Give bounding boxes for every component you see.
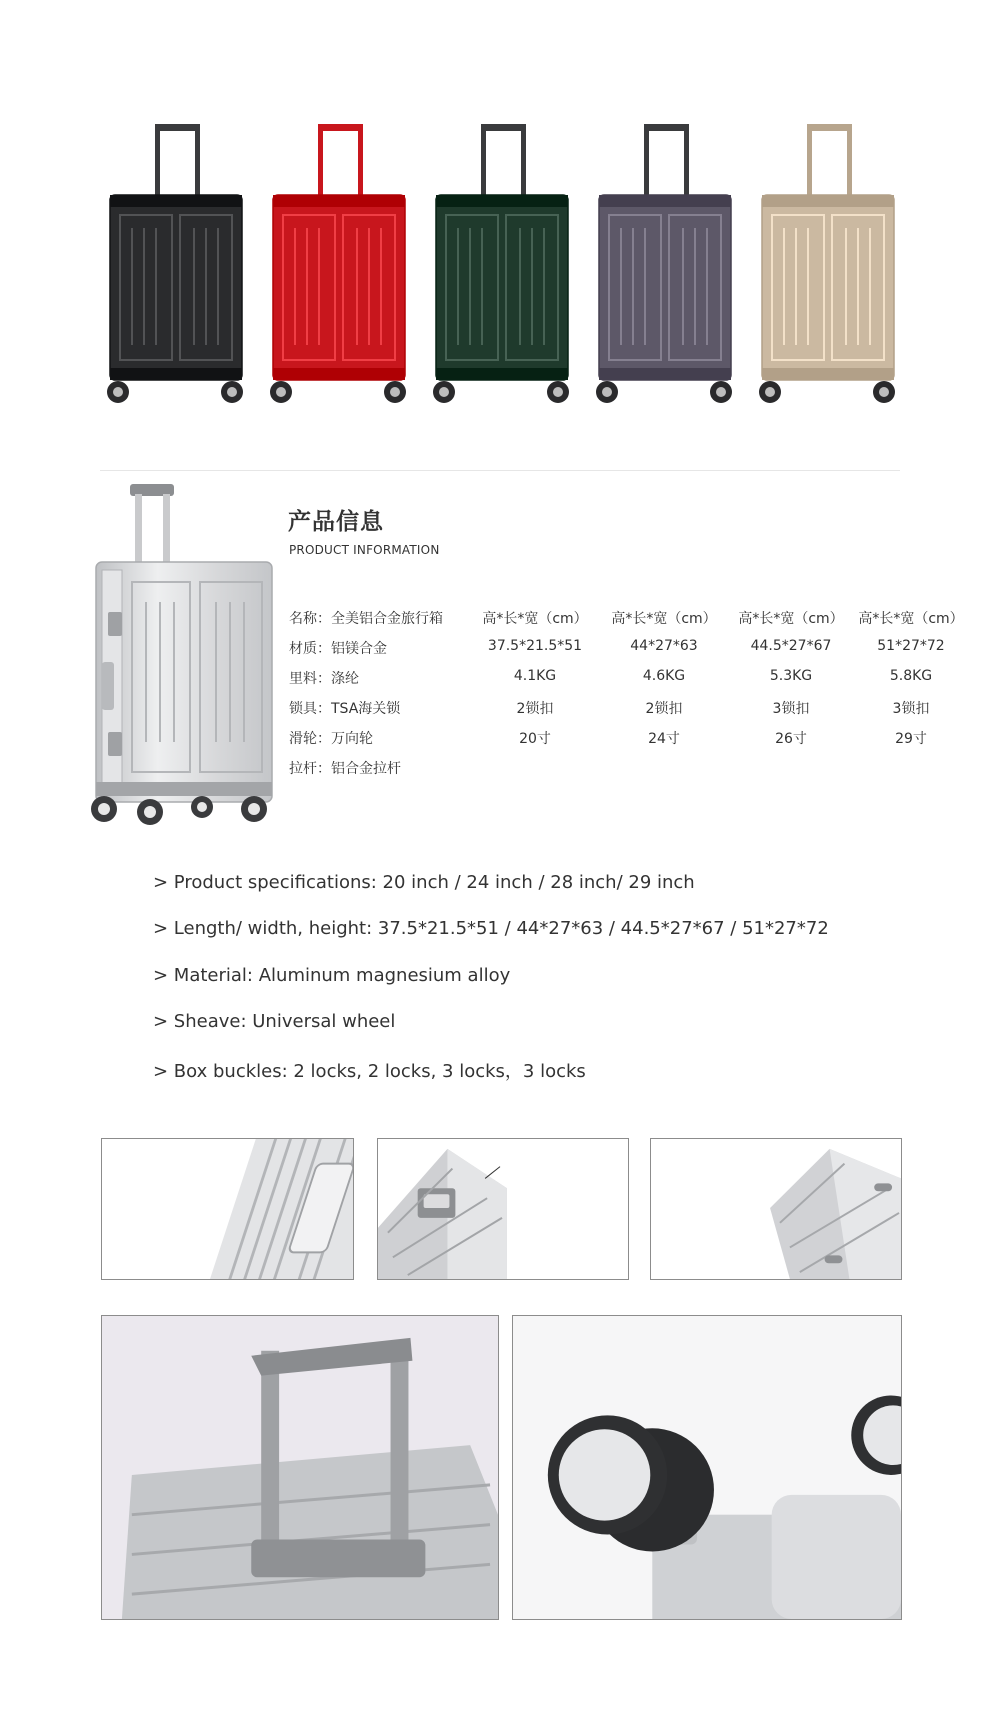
- spec-value: 高*长*宽（cm）: [611, 611, 717, 627]
- spec-value: 37.5*21.5*51: [487, 638, 583, 654]
- spec-line-material: > Material: Aluminum magnesium alloy: [153, 964, 511, 986]
- spec-line-specifications: > Product specifications: 20 inch / 24 inch / 28 inch/ 29 inch: [153, 872, 695, 893]
- spec-value: 44*27*63: [630, 638, 698, 654]
- spec-value: 20寸: [519, 731, 551, 747]
- spec-label: 名称：全美铝合金旅行箱: [289, 611, 443, 627]
- spec-row-handle: [289, 758, 969, 788]
- spec-label: 材质：铝镁合金: [289, 641, 387, 657]
- spec-label: 拉杆：铝合金拉杆: [289, 761, 401, 777]
- spec-line-buckles: > Box buckles: 2 locks, 2 locks, 3 locks，3 locks: [153, 1061, 586, 1083]
- spec-value: 51*27*72: [877, 638, 945, 654]
- spec-value: 高*长*宽（cm）: [738, 611, 844, 627]
- spec-value: 24寸: [648, 731, 680, 747]
- silver-suitcase-image: [88, 482, 278, 827]
- product-info-title: 产品信息: [288, 509, 384, 535]
- spec-value: 高*长*宽（cm）: [482, 611, 588, 627]
- detail-trolley-handle-image: [101, 1315, 499, 1620]
- champagne-suitcase-image: [752, 120, 902, 410]
- silver-suitcase-illustration: [88, 482, 278, 827]
- spec-value: 3锁扣: [892, 701, 930, 717]
- spec-row-lock: [289, 698, 969, 728]
- spec-value: 29寸: [895, 731, 927, 747]
- spec-value: 4.1KG: [513, 668, 557, 684]
- green-suitcase-image: [426, 120, 576, 410]
- spec-line-sheave: > Sheave: Universal wheel: [153, 1010, 396, 1032]
- spec-label: 里料：涤纶: [289, 671, 359, 687]
- spec-table: [289, 608, 969, 788]
- purple-gray-suitcase-image: [589, 120, 739, 410]
- spec-value: 2锁扣: [516, 701, 554, 717]
- spec-row-name: [289, 608, 969, 638]
- spec-row-wheel: [289, 728, 969, 758]
- spec-value: 高*长*宽（cm）: [858, 611, 964, 627]
- detail-spinner-wheel-image: [512, 1315, 902, 1620]
- red-suitcase-image: [263, 120, 413, 410]
- section-divider: [100, 470, 900, 471]
- product-info-subtitle: PRODUCT INFORMATION: [289, 543, 440, 557]
- spec-value: 2锁扣: [645, 701, 683, 717]
- spec-label: 滑轮：万向轮: [289, 731, 373, 747]
- spec-value: 5.3KG: [769, 668, 813, 684]
- detail-handle-frame-image: [101, 1138, 354, 1280]
- color-variants-row: [100, 120, 900, 420]
- spec-row-lining: [289, 668, 969, 698]
- spec-value: 26寸: [775, 731, 807, 747]
- detail-corner-guard-image: [650, 1138, 902, 1280]
- english-spec-list: [153, 872, 913, 1103]
- black-suitcase-image: [100, 120, 250, 410]
- spec-row-material: [289, 638, 969, 668]
- spec-value: 4.6KG: [642, 668, 686, 684]
- spec-label: 锁具：TSA海关锁: [289, 701, 401, 717]
- spec-value: 3锁扣: [772, 701, 810, 717]
- spec-value: 44.5*27*67: [750, 638, 832, 654]
- detail-lock-corner-image: [377, 1138, 629, 1280]
- spec-line-dimensions: > Length/ width, height: 37.5*21.5*51 / 44*27*63 / 44.5*27*67 / 51*27*72: [153, 918, 829, 940]
- spec-value: 5.8KG: [889, 668, 933, 684]
